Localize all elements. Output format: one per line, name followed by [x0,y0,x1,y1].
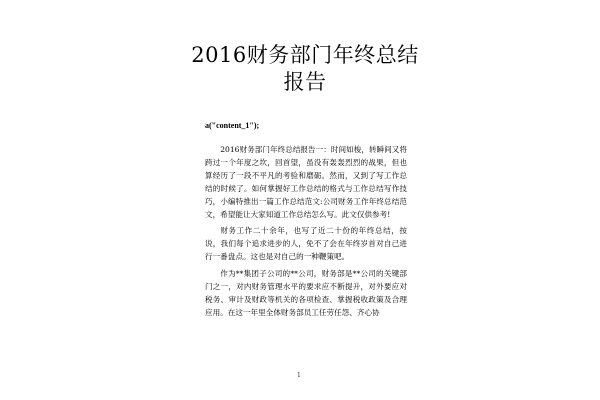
script-code-line: a("content_1"); [205,121,260,130]
paragraph: 作为**集团子公司的**公司，财务部是**公司的关键部门之一，对内财务管理水平的要求应不断提升，对外要应对税务、审计及财政等机关的各项检查、掌握税收政策及合理应用。在这一年里全体财务部员工任劳任怨、齐心协 [205,269,407,317]
page-number: 1 [297,372,301,379]
document-body [205,144,407,324]
document-title: 2016财务部门年终总结报告 [191,43,419,94]
paragraph: 财务工作二十余年，也写了近二十份的年终总结，按说，我们每个追求进步的人，免不了会在年终岁首对自己进行一番盘点。这也是对自己的一种鞭策吧。 [205,226,407,262]
paragraph: 2016财务部门年终总结报告一：时间如梭，转瞬间又将跨过一个年度之坎，回首望，虽没有轰轰烈烈的战果，但也算经历了一段不平凡的考验和磨砺。然而，又到了写工作总结的时候了。如何掌握好工作总结的格式与工作总结写作技巧，小编特推出一篇工作总结范文:公司财务工作年终总结范文，希望能让大家知道工作总结怎么写。此文仅供参考! [205,145,407,219]
